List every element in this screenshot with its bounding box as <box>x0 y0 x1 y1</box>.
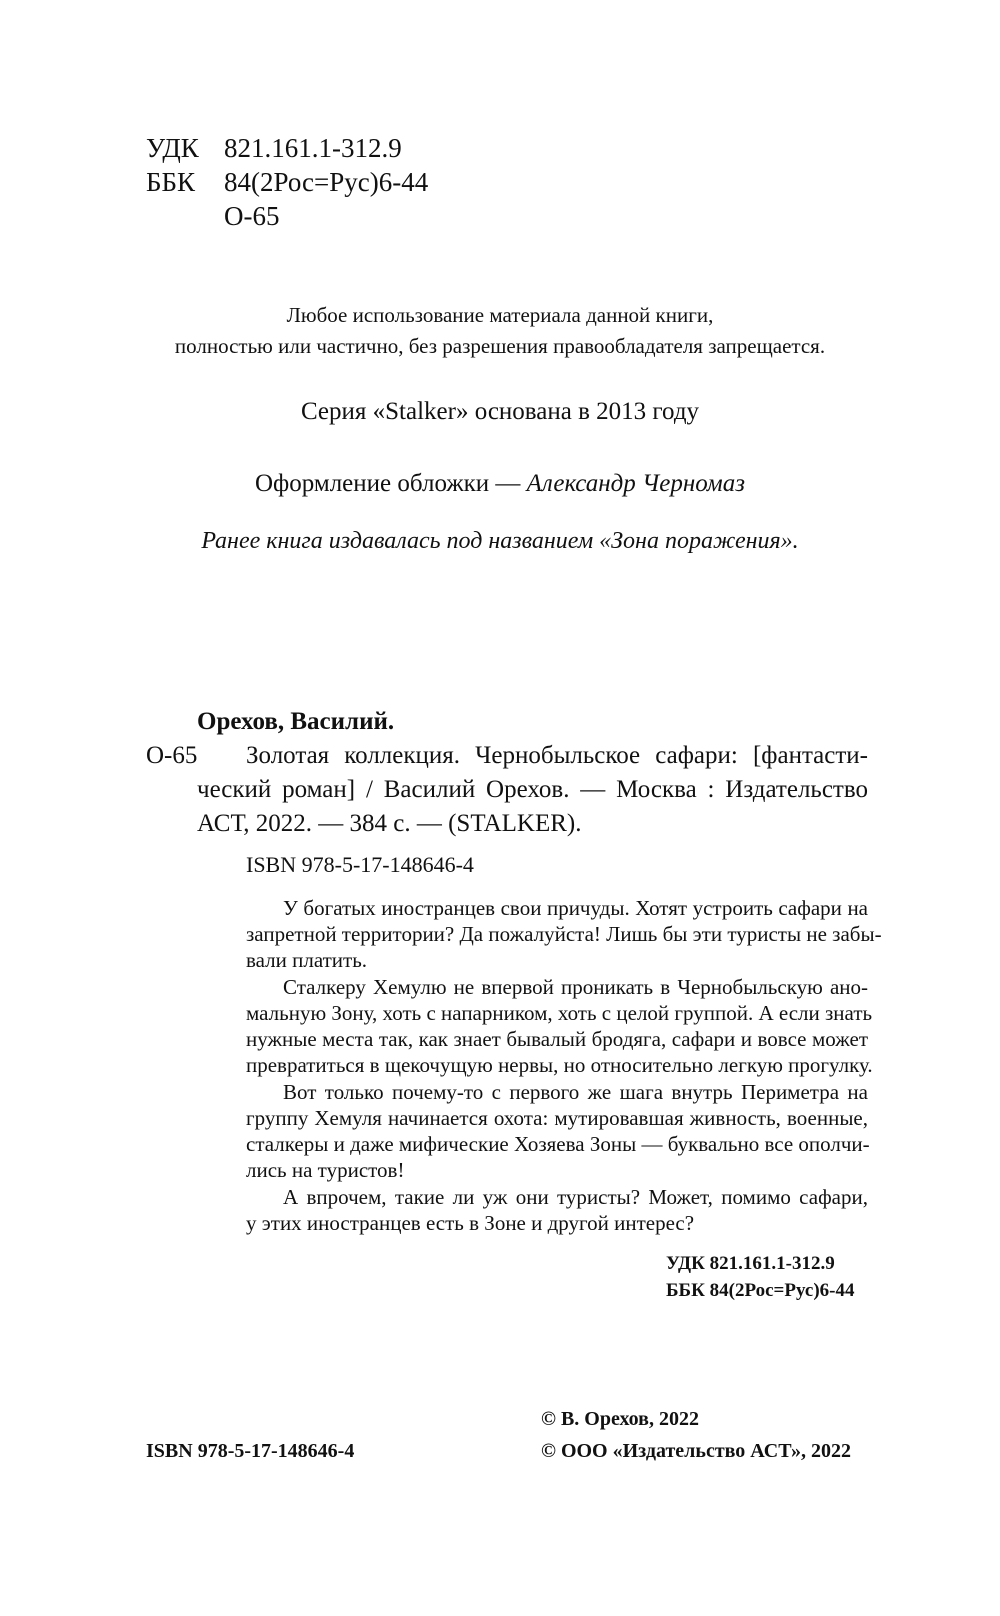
end-bbk: ББК 84(2Рос=Рус)6-44 <box>666 1280 855 1301</box>
cover-design-label: Оформление обложки — <box>255 470 521 497</box>
annotation-line: мальную Зону, хоть с напарником, хоть с целой группой. А если знать <box>246 1001 873 1025</box>
copyright-publisher: © ООО «Издательство АСТ», 2022 <box>541 1440 852 1462</box>
bib-line-1: Золотая коллекция. Чернобыльское сафари: [фантасти- <box>246 742 868 769</box>
author-mark: О-65 <box>224 201 280 231</box>
copyright-author: © В. Орехов, 2022 <box>541 1408 699 1430</box>
annotation-line: А впрочем, такие ли уж они туристы? Может, помимо сафари, <box>283 1185 868 1209</box>
annotation-line: запретной территории? Да пожалуйста! Лишь бы эти туристы не забы- <box>246 922 882 946</box>
annotation-line: У богатых иностранцев свои причуды. Хотят устроить сафари на <box>283 896 868 920</box>
notice-line-2: полностью или частично, без разрешения правообладателя запрещается. <box>174 334 826 358</box>
udk-label: УДК <box>146 133 199 163</box>
annotation-line: вали платить. <box>246 948 368 972</box>
annotation-line: превратиться в щекочущую нервы, но относительно легкую прогулку. <box>246 1053 873 1077</box>
annotation-line: группу Хемуля начинается охота: мутировавшая живность, военные, <box>246 1106 868 1130</box>
annotation-line: Вот только почему-то с первого же шага внутрь Периметра на <box>283 1080 868 1104</box>
bib-mark: О-65 <box>146 742 198 769</box>
bib-author: Орехов, Василий. <box>197 708 395 735</box>
annotation-line: Сталкеру Хемулю не впервой проникать в Чернобыльскую ано- <box>283 975 868 999</box>
bbk-value: 84(2Рос=Рус)6-44 <box>224 167 429 197</box>
annotation-line: сталкеры и даже мифические Хозяева Зоны — буквально все ополчи- <box>246 1132 870 1156</box>
bottom-isbn: ISBN 978-5-17-148646-4 <box>146 1440 355 1462</box>
notice-line-1: Любое использование материала данной книги, <box>286 303 714 327</box>
cover-design <box>0 470 1000 498</box>
end-udk: УДК 821.161.1-312.9 <box>666 1253 835 1274</box>
bib-isbn: ISBN 978-5-17-148646-4 <box>246 852 474 877</box>
annotation-line: лись на туристов! <box>246 1158 405 1182</box>
annotation-line: у этих иностранцев есть в Зоне и другой интерес? <box>246 1211 695 1235</box>
bbk-line <box>146 165 428 199</box>
annotation-line: нужные места так, как знает бывалый бродяга, сафари и вовсе может <box>246 1027 868 1051</box>
bib-line-3: АСТ, 2022. — 384 с. — (STALKER). <box>197 810 582 837</box>
udk-line <box>146 131 402 165</box>
udk-value: 821.161.1-312.9 <box>224 133 402 163</box>
cover-artist: Александр Черномаз <box>526 470 745 497</box>
bib-line-2: ческий роман] / Василий Орехов. — Москва : Издательство <box>197 776 868 803</box>
previous-title: Ранее книга издавалась под названием «Зона поражения». <box>201 528 799 554</box>
bbk-label: ББК <box>146 167 196 197</box>
series-info: Серия «Stalker» основана в 2013 году <box>300 398 700 425</box>
